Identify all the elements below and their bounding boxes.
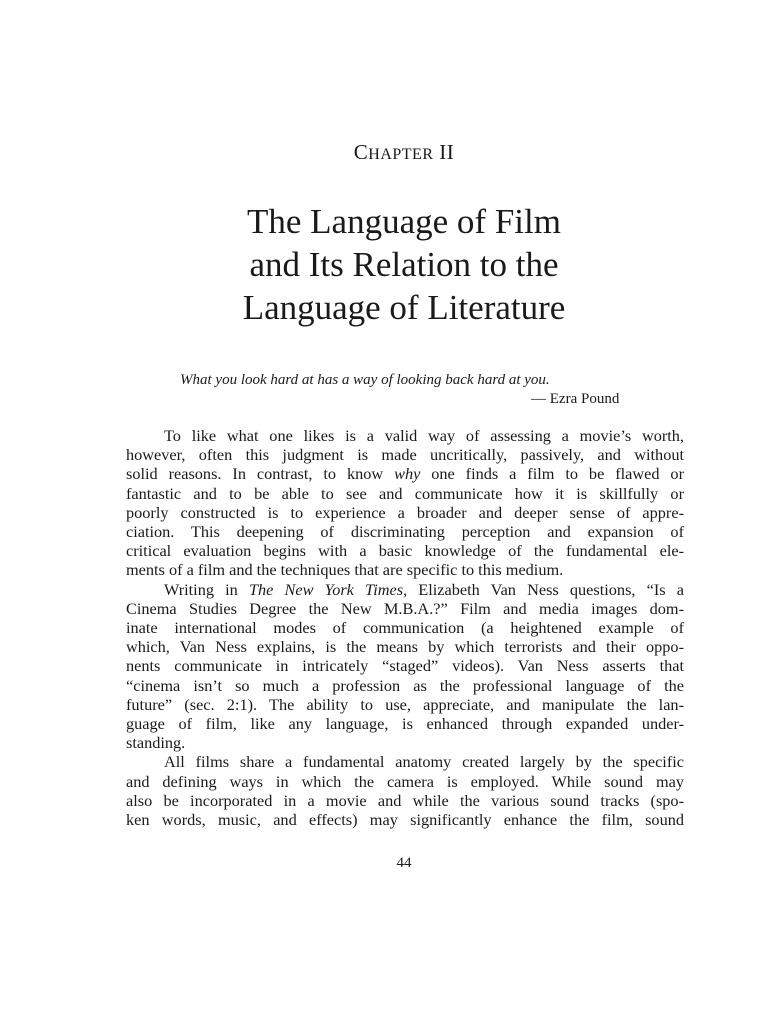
chapter-label [0, 140, 768, 165]
text-line: Writing in The New York Times, Elizabeth Van Ness questions, “Is a [164, 579, 684, 599]
text-line: critical evaluation begins with a basic knowledge of the fundamental ele- [126, 541, 684, 561]
text-line: Cinema Studies Degree the New M.B.A.?” Film and media images dom- [126, 598, 684, 618]
page-number: 44 [396, 855, 412, 871]
paragraph [126, 580, 684, 753]
epigraph-attribution: — Ezra Pound [531, 391, 620, 407]
text-line: ments of a film and the techniques that are specific to this medium. [126, 560, 564, 580]
text-line: nents communicate in intricately “staged” videos). Van Ness asserts that [126, 656, 684, 676]
chapter-prefix-rest: HAPTER [368, 146, 434, 163]
paragraph [126, 752, 684, 829]
text-line: future” (sec. 2:1). The ability to use, appreciate, and manipulate the lan- [126, 694, 684, 714]
text-line: however, often this judgment is made uncritically, passively, and without [126, 445, 684, 465]
chapter-numeral: II [439, 140, 455, 164]
text-line: and defining ways in which the camera is employed. While sound may [126, 771, 684, 791]
chapter-title-line: The Language of Film [247, 202, 561, 241]
text-line: To like what one likes is a valid way of assessing a movie’s worth, [164, 426, 684, 445]
text-line: poorly constructed is to experience a broader and deeper sense of appre- [126, 502, 684, 522]
italic-text: why [394, 464, 421, 484]
text-line: ken words, music, and effects) may significantly enhance the film, sound [126, 810, 684, 830]
paragraph [126, 426, 684, 580]
chapter-prefix-cap: C [353, 140, 369, 164]
text-line: which, Van Ness explains, is the means by which terrorists and their oppo- [126, 637, 684, 657]
italic-text: The New York Times [248, 579, 404, 599]
text-line: guage of film, like any language, is enhanced through expanded under- [126, 714, 684, 734]
text-line: also be incorporated in a movie and while the various sound tracks (spo- [126, 790, 684, 810]
text-line: inate international modes of communication (a heightened example of [126, 618, 684, 638]
body-text [126, 426, 684, 829]
text-line: ciation. This deepening of discriminating perception and expansion of [126, 522, 684, 542]
text-line: standing. [126, 733, 186, 753]
chapter-title [0, 200, 768, 329]
epigraph-quote: What you look hard at has a way of looking back hard at you. [180, 372, 550, 388]
chapter-title-line: and Its Relation to the [249, 245, 559, 284]
text-line: solid reasons. In contrast, to know why one finds a film to be flawed or [126, 464, 684, 484]
chapter-title-line: Language of Literature [242, 288, 566, 327]
text-line: All films share a fundamental anatomy created largely by the specific [164, 752, 684, 772]
text-line: fantastic and to be able to see and communicate how it is skillfully or [126, 483, 684, 503]
text-line: “cinema isn’t so much a profession as the professional language of the [126, 675, 684, 695]
